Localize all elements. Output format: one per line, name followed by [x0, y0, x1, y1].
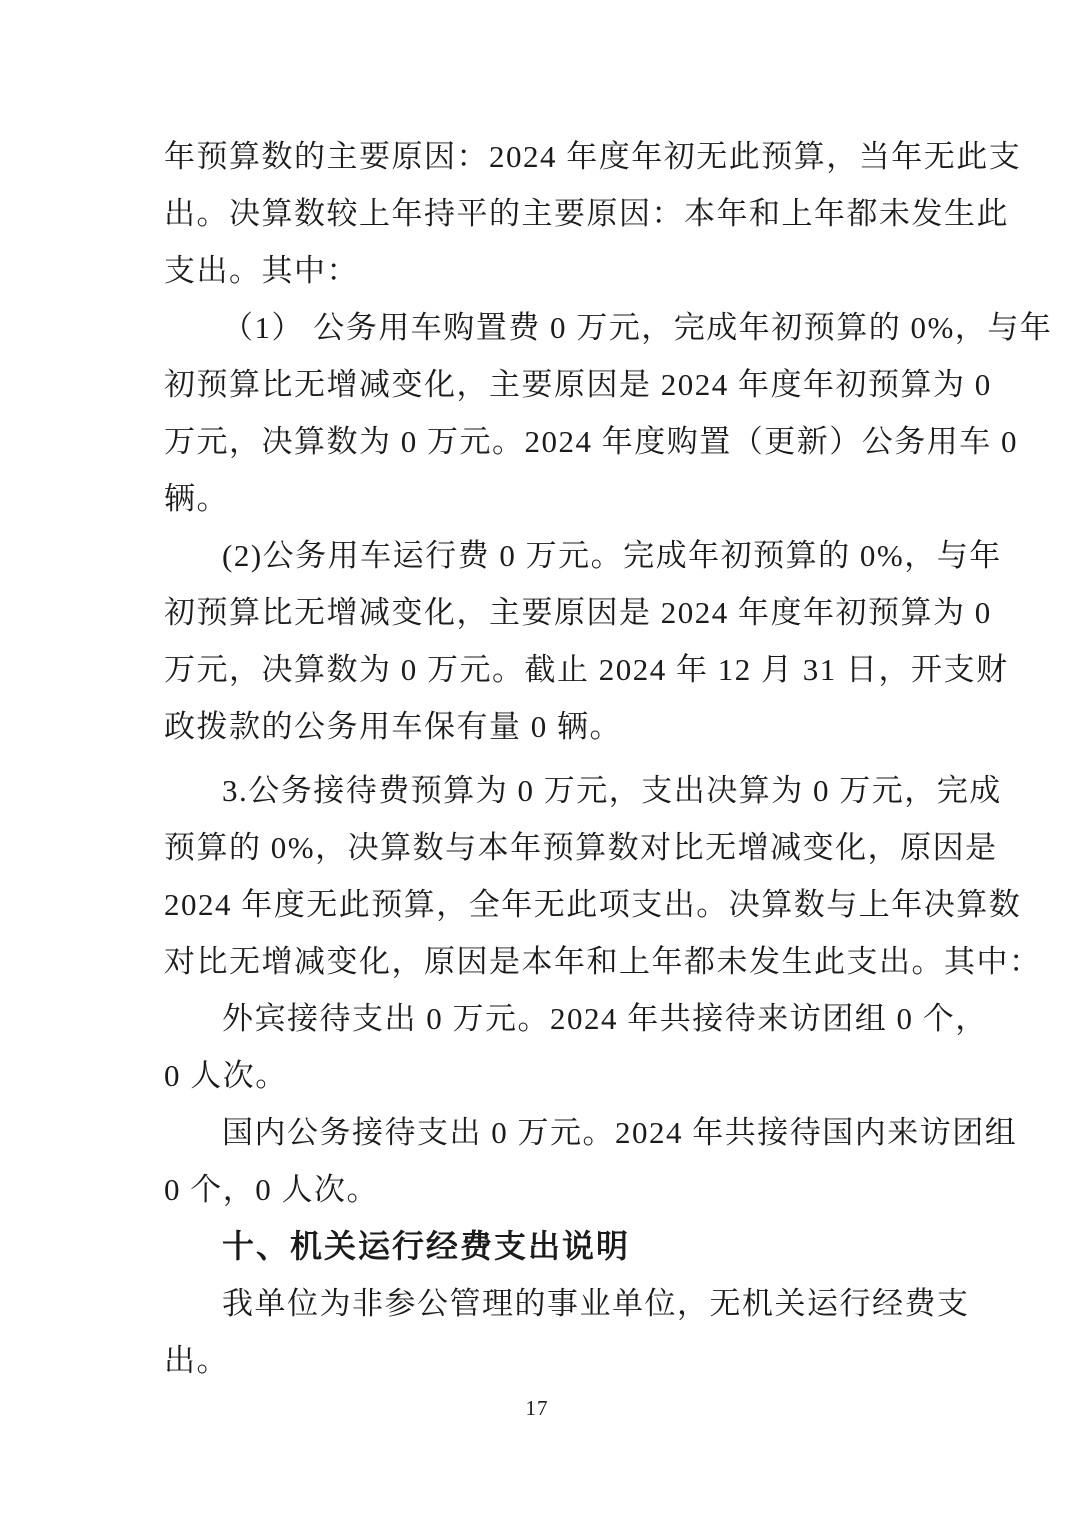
text-line: 初预算比无增减变化，主要原因是 2024 年度年初预算为 0: [164, 595, 992, 630]
text-line: 0 个，0 人次。: [164, 1172, 379, 1207]
text-line: 出。: [164, 1343, 229, 1378]
text-line: 3.公务接待费预算为 0 万元，支出决算为 0 万元，完成: [222, 773, 1002, 808]
text-line: 我单位为非参公管理的事业单位，无机关运行经费支: [222, 1286, 970, 1321]
text-line: 政拨款的公务用车保有量 0 辆。: [164, 709, 622, 744]
text-line: 万元，决算数为 0 万元。2024 年度购置（更新）公务用车 0: [164, 424, 1018, 459]
text-line: 外宾接待支出 0 万元。2024 年共接待来访团组 0 个，: [222, 1001, 988, 1036]
text-line: 0 人次。: [164, 1058, 288, 1093]
text-line: 辆。: [164, 481, 229, 516]
text-line: 初预算比无增减变化，主要原因是 2024 年度年初预算为 0: [164, 367, 992, 402]
text-line: 万元，决算数为 0 万元。截止 2024 年 12 月 31 日，开支财: [164, 652, 1009, 687]
text-line: 支出。其中：: [164, 253, 359, 288]
document-body: [164, 128, 1053, 1389]
text-line: 预算的 0%，决算数与本年预算数对比无增减变化，原因是: [164, 830, 998, 865]
text-line: 对比无增减变化，原因是本年和上年都未发生此支出。其中：: [164, 944, 1042, 979]
text-line: 国内公务接待支出 0 万元。2024 年共接待国内来访团组: [222, 1115, 1018, 1150]
text-line: 年预算数的主要原因：2024 年度年初无此预算，当年无此支: [164, 139, 1022, 174]
text-line: 2024 年度无此预算，全年无此项支出。决算数与上年决算数: [164, 887, 1022, 922]
section-heading: 十、机关运行经费支出说明: [222, 1228, 631, 1264]
text-line: 出。决算数较上年持平的主要原因：本年和上年都未发生此: [164, 196, 1009, 231]
text-line: （1） 公务用车购置费 0 万元，完成年初预算的 0%，与年: [222, 310, 1053, 345]
text-line: (2)公务用车运行费 0 万元。完成年初预算的 0%，与年: [222, 538, 1002, 573]
page-number: 17: [525, 1396, 549, 1420]
